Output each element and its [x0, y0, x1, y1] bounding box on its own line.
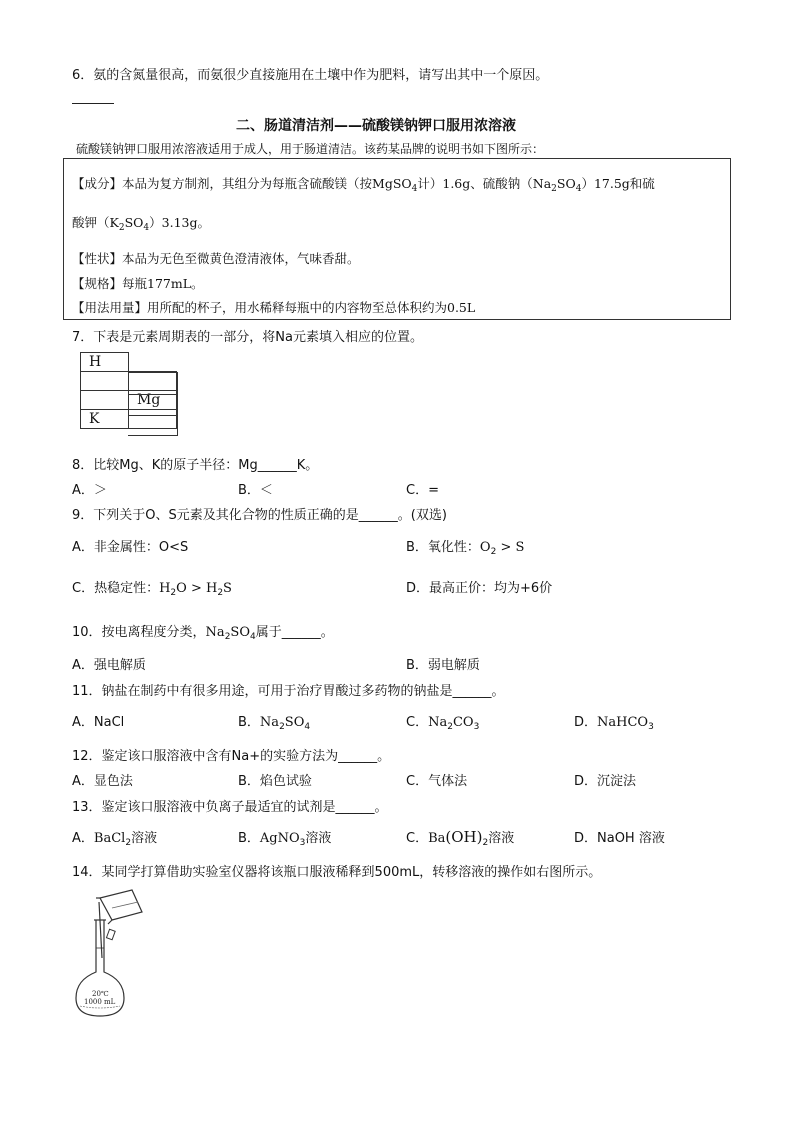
formula-k2so4: SO: [124, 215, 144, 230]
formula-nahco3: NaHCO: [597, 715, 649, 730]
subscript: 2: [170, 588, 177, 598]
formula-na2so4: Na: [532, 176, 552, 191]
option-label: B．: [238, 715, 260, 730]
q12-option-a[interactable]: A．显色法: [72, 774, 133, 789]
cell-empty: [177, 372, 225, 391]
composition-text: ）3.13g。: [149, 215, 210, 230]
subscript: 2: [279, 722, 285, 732]
subscript: 3: [473, 722, 480, 732]
q13-option-d[interactable]: D．NaOH 溶液: [574, 831, 665, 846]
formula-na2so4: SO: [556, 176, 576, 191]
formula-na2so4: Na: [259, 715, 280, 730]
q11-option-b[interactable]: [238, 711, 310, 730]
formula-o2: O: [479, 540, 491, 555]
cell-empty: [129, 353, 177, 372]
info-composition-line1: [72, 174, 655, 192]
subscript: 2: [217, 588, 224, 598]
question-11: 11．钠盐在制药中有很多用途，可用于治疗胃酸过多药物的钠盐是______。: [72, 684, 505, 699]
glass-rod-icon: [99, 902, 102, 958]
q13-option-a[interactable]: [72, 827, 157, 846]
subscript: 3: [648, 722, 654, 732]
cell-mg: Mg: [129, 391, 177, 410]
cell-blank[interactable]: [81, 372, 129, 391]
q10-option-b[interactable]: B．弱电解质: [406, 658, 480, 673]
subscript: 3: [299, 838, 306, 848]
formula-na2co3: Na: [428, 715, 448, 730]
option-label: D．: [574, 715, 598, 730]
table-row-divider: [128, 394, 178, 395]
q12-option-b[interactable]: B．焰色试验: [238, 774, 312, 789]
subscript: 2: [447, 722, 453, 732]
beaker-icon: [96, 890, 142, 924]
cell-h: H: [81, 353, 129, 372]
formula-h2o: H: [159, 581, 171, 596]
formula-na2co3: CO: [452, 715, 474, 730]
formula-na2so4: SO: [230, 625, 250, 640]
subscript: 4: [575, 184, 582, 194]
table-column-3-border: [128, 372, 178, 436]
subscript: 2: [490, 547, 497, 557]
q13-option-c[interactable]: [406, 827, 514, 846]
q8-option-a[interactable]: A．＞: [72, 483, 107, 498]
flask-temp-label: 20℃: [92, 990, 109, 998]
flask-volume-label: 1000 mL: [84, 998, 116, 1006]
q12-option-d[interactable]: D．沉淀法: [574, 774, 637, 789]
formula-k2so4: K: [109, 215, 119, 230]
question-7: 7．下表是元素周期表的一部分，将Na元素填入相应的位置。: [72, 330, 423, 345]
composition-text: 酸钾（: [72, 215, 110, 230]
info-property: 【性状】本品为无色至微黄色澄清液体，气味香甜。: [72, 251, 360, 266]
cell-blank[interactable]: [81, 391, 129, 410]
option-label: C．: [406, 715, 429, 730]
formula-na2so4: Na: [205, 625, 225, 640]
cell-empty: [177, 353, 225, 372]
q8-option-c[interactable]: C．=: [406, 483, 439, 498]
option-text: 溶液: [131, 831, 158, 846]
subscript: 2: [482, 838, 489, 848]
stem-text: 属于______。: [255, 625, 334, 640]
formula-bacl2: BaCl: [93, 831, 126, 846]
q12-option-c[interactable]: C．气体法: [406, 774, 468, 789]
q9-option-d[interactable]: D．最高正价：均为+6价: [406, 581, 553, 596]
option-label: C．: [406, 831, 429, 846]
formula-baoh2: (OH): [445, 828, 483, 846]
info-spec: 【规格】每瓶177mL。: [72, 276, 204, 291]
option-text: 溶液: [305, 831, 332, 846]
formula-baoh2: Ba: [428, 831, 446, 846]
q11-option-d[interactable]: [574, 711, 654, 730]
option-text: 溶液: [488, 831, 515, 846]
subscript: 4: [143, 223, 150, 233]
question-14: 14．某同学打算借助实验室仪器将该瓶口服液稀释到500mL，转移溶液的操作如右图所示。: [72, 865, 602, 880]
subscript: 4: [304, 722, 311, 732]
q9-option-c[interactable]: [72, 577, 232, 596]
formula-agno3: AgNO: [259, 831, 300, 846]
section-title: 二、肠道清洁剂——硫酸镁钠钾口服用浓溶液: [236, 118, 516, 134]
q13-option-b[interactable]: [238, 827, 331, 846]
option-label: C．热稳定性：: [72, 581, 160, 596]
option-label: B．: [238, 831, 260, 846]
info-composition-line2: [72, 213, 210, 231]
section-intro: 硫酸镁钠钾口服用浓溶液适用于成人，用于肠道清洁。该药某品牌的说明书如下图所示：: [76, 142, 545, 156]
answer-blank-line: [72, 103, 114, 104]
info-usage: 【用法用量】用所配的杯子，用水稀释每瓶中的内容物至总体积约为0.5L: [72, 300, 476, 315]
subscript: 2: [125, 838, 132, 848]
q11-option-c[interactable]: [406, 711, 479, 730]
table-row-divider: [128, 415, 178, 416]
question-8: 8．比较Mg、K的原子半径：Mg______K。: [72, 458, 319, 473]
formula-na2so4: SO: [284, 715, 305, 730]
composition-text: 【成分】本品为复方制剂，其组分为每瓶含硫酸镁（按: [72, 176, 373, 191]
subscript: 2: [224, 632, 231, 642]
formula-mgso4: MgSO: [372, 176, 412, 191]
subscript: 2: [118, 223, 125, 233]
q8-option-b[interactable]: B．＜: [238, 483, 273, 498]
question-9: 9．下列关于O、S元素及其化合物的性质正确的是______。(双选): [72, 508, 447, 523]
formula-h2s: O > H: [176, 581, 218, 596]
stem-text: 10．按电离程度分类，: [72, 625, 206, 640]
cell-empty: [177, 391, 225, 410]
q9-option-b[interactable]: [406, 536, 524, 555]
composition-text: ）17.5g和硫: [581, 176, 655, 191]
volumetric-flask-figure: [72, 888, 152, 1020]
option-label: B．氧化性：: [406, 540, 480, 555]
formula-s: > S: [496, 540, 525, 555]
composition-text: 计）1.6g、硫酸钠（: [417, 176, 533, 191]
formula-h2s: S: [223, 581, 232, 596]
question-10: [72, 621, 334, 640]
subscript: 4: [250, 632, 256, 642]
subscript: 2: [551, 184, 557, 194]
q11-option-a[interactable]: A．NaCl: [72, 715, 125, 730]
q9-option-a[interactable]: A．非金属性：O<S: [72, 540, 189, 555]
question-13: 13．鉴定该口服溶液中负离子最适宜的试剂是______。: [72, 800, 388, 815]
subscript: 4: [411, 184, 418, 194]
cell-k: K: [81, 410, 129, 429]
option-label: A．: [72, 831, 94, 846]
q10-option-a[interactable]: A．强电解质: [72, 658, 146, 673]
stopper-icon: [106, 929, 115, 940]
cell-empty: [177, 410, 225, 429]
question-6: 6．氨的含氮量很高，而氨很少直接施用在土壤中作为肥料，请写出其中一个原因。: [72, 68, 549, 83]
question-12: 12．鉴定该口服溶液中含有Na+的实验方法为______。: [72, 749, 391, 764]
